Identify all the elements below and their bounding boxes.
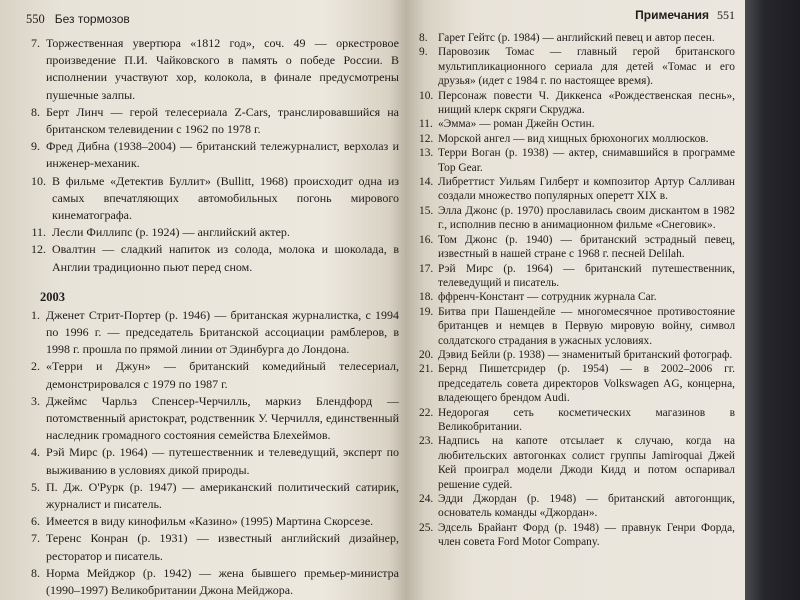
- note-number: 10.: [31, 173, 46, 188]
- note: [26, 565, 399, 599]
- note-text: Персонаж повести Ч. Диккенса «Рождественская песнь», нищий клерк скряги Скруджа.: [438, 89, 735, 117]
- book-cover-edge: [745, 0, 800, 600]
- note-text: Бернд Пишетсридер (р. 1954) — в 2002–2006 гг. председатель совета директоров Volkswagen AG, концерна, владеющего брендом Audi.: [438, 363, 735, 405]
- note-text: Дженет Стрит-Портер (р. 1946) — британская журналистка, с 1994 по 1996 г. — председатель Британской ассоциации рамблеров, в 1998 г. прошла по прямой линии от Эдинбурга до Лондона.: [46, 307, 399, 357]
- note-text: Рэй Мирс (р. 1964) — путешественник и телеведущий, эксперт по выживанию в условиях дикой природы.: [46, 445, 399, 477]
- note: [419, 406, 735, 435]
- note-text: Эдди Джордан (р. 1948) — британский автогонщик, основатель команды «Джордан».: [438, 493, 735, 520]
- note: [419, 362, 735, 405]
- note-text: П. Дж. О'Рурк (р. 1947) — американский политический сатирик, журналист и писатель.: [46, 479, 399, 512]
- note-number: 9.: [419, 46, 428, 59]
- note: [419, 204, 735, 233]
- page-number: 550: [26, 12, 45, 26]
- note-number: 12.: [419, 132, 434, 145]
- note: [419, 31, 735, 45]
- note: [419, 233, 735, 262]
- note-number: 7.: [31, 36, 40, 50]
- note: [26, 530, 399, 564]
- note-number: 24.: [419, 493, 434, 505]
- note-number: 7.: [31, 531, 40, 546]
- note: [419, 175, 735, 204]
- note: [26, 138, 399, 172]
- note-number: 16.: [419, 233, 434, 246]
- right-page: [405, 0, 745, 600]
- note-number: 2.: [31, 359, 40, 374]
- note-number: 19.: [419, 305, 434, 318]
- note: [419, 45, 735, 88]
- note-number: 22.: [419, 406, 434, 419]
- note-text: Битва при Пашендейле — многомесячное противостояние британцев и немцев в Первую мировую войну, символ солдатского страдания в ужасных условиях.: [438, 305, 735, 347]
- note-number: 6.: [31, 514, 40, 529]
- note-text: Том Джонс (р. 1940) — британский эстрадный певец, известный в нашей стране с 1968 г. песней Delilah.: [438, 233, 735, 261]
- note-number: 4.: [31, 445, 40, 460]
- note-text: Паровозик Томас — главный герой британского мультипликационного сериала для детей «Томас и его друзья» (идет с 1984 г. по настоящее время).: [438, 46, 735, 88]
- note-number: 13.: [419, 147, 434, 160]
- note-text: Элла Джонс (р. 1970) прославилась своим дискантом в 1982 г., исполнив песню в анимационном фильме «Снеговик».: [438, 204, 735, 232]
- note-text: Недорогая сеть косметических магазинов в Великобритании.: [438, 406, 735, 433]
- note: [419, 290, 735, 304]
- note-text: Имеется в виду кинофильм «Казино» (1995) Мартина Скорсезе.: [46, 514, 374, 529]
- running-title: Без тормозов: [54, 12, 130, 26]
- note-text: Овалтин — сладкий напиток из солода, молока и шоколада, в Англии традиционно пьют перед сном.: [52, 242, 399, 274]
- notes-list-2003: [26, 307, 399, 599]
- note-text: Терри Воган (р. 1938) — актер, снимавшийся в программе Top Gear.: [438, 147, 735, 174]
- note-text: Фред Дибна (1938–2004) — британский тележурналист, верхолаз и инженер-механик.: [46, 139, 399, 171]
- note-number: 17.: [419, 262, 434, 275]
- note-number: 1.: [31, 307, 40, 322]
- note-number: 8.: [31, 565, 40, 580]
- note-number: 5.: [31, 479, 40, 494]
- note: [419, 434, 735, 492]
- note-text: Рэй Мирс (р. 1964) — британский путешественник, телеведущий и писатель.: [438, 262, 735, 289]
- note: [26, 358, 399, 392]
- note-text: Либреттист Уильям Гилберт и композитор Артур Салливан создали множество популярных оперетт XIX в.: [438, 176, 735, 203]
- note: [419, 521, 735, 550]
- left-page-header: [26, 12, 399, 27]
- note-text: «Эмма» — роман Джейн Остин.: [438, 118, 595, 131]
- note-text: Дэвид Бейли (р. 1938) — знаменитый британский фотограф.: [438, 348, 733, 361]
- note-text: Торжественная увертюра «1812 год», соч. 49 — оркестровое произведение П.И. Чайковского в память о победе России. В исполнении участвуют хор, колокола, в финале предусмотрены пушечные залпы.: [46, 36, 399, 102]
- notes-list: [419, 31, 735, 550]
- note-text: Берт Линч — герой телесериала Z-Cars, транслировавшийся на британском телевидении с 1962 по 1978 г.: [46, 104, 399, 137]
- note-text: В фильме «Детектив Буллит» (Bullitt, 1968) происходит одна из самых впечатляющих автомобильных погонь мирового кинематографа.: [52, 173, 399, 223]
- note-number: 9.: [31, 139, 40, 154]
- running-title: Примечания: [635, 8, 709, 22]
- note-text: ффренч-Констант — сотрудник журнала Car.: [438, 291, 657, 304]
- note: [26, 173, 399, 225]
- note-number: 10.: [419, 89, 434, 102]
- note-number: 20.: [419, 348, 434, 361]
- note-text: Джеймс Чарльз Спенсер-Черчилль, маркиз Блендфорд — потомственный аристократ, родственник У. Черчилля, единственный наследник громадного состояния семейства Блехеймов.: [46, 393, 399, 443]
- note: [26, 444, 399, 478]
- page-number: 551: [717, 8, 735, 22]
- note-number: 3.: [31, 393, 40, 408]
- note-text: Лесли Филлипс (р. 1924) — английский актер.: [52, 225, 290, 240]
- note: [419, 348, 735, 362]
- note-number: 8.: [31, 104, 40, 119]
- note-text: Эдсель Брайант Форд (р. 1948) — правнук Генри Форда, член совета Ford Motor Company.: [438, 521, 735, 549]
- note-number: 14.: [419, 176, 434, 189]
- right-page-header: [419, 8, 735, 23]
- note-text: Теренс Конран (р. 1931) — известный английский дизайнер, ресторатор и писатель.: [46, 531, 399, 563]
- note-text: Норма Мейджор (р. 1942) — жена бывшего премьер-министра (1990–1997) Великобритании Джона Мейджора.: [46, 565, 399, 598]
- note-number: 25.: [419, 521, 434, 534]
- note-number: 12.: [31, 242, 46, 257]
- note: [419, 492, 735, 521]
- notes-list-top: [26, 35, 399, 276]
- note: [419, 305, 735, 348]
- note-text: «Терри и Джун» — британский комедийный телесериал, демонстрировался с 1979 по 1987 г.: [46, 359, 399, 391]
- note: [26, 479, 399, 513]
- note: [26, 104, 399, 138]
- note: [419, 89, 735, 118]
- note-number: 11.: [31, 225, 46, 240]
- note: [26, 307, 399, 359]
- note-number: 18.: [419, 291, 434, 304]
- note-number: 21.: [419, 363, 434, 376]
- note: [26, 393, 399, 445]
- note-text: Надпись на капоте отсылает к случаю, когда на любительских автогонках солист группы Jamiroquai Джей Кей проиграл модели Джоди Кидд и потом оспаривал решение судей.: [438, 435, 735, 491]
- section-title: 2003: [40, 289, 65, 304]
- note-text: Гарет Гейтс (р. 1984) — английский певец и автор песен.: [438, 32, 715, 44]
- note: [26, 224, 399, 241]
- note: [26, 513, 399, 530]
- note-number: 8.: [419, 32, 428, 44]
- note-number: 15.: [419, 204, 434, 217]
- note: [26, 241, 399, 275]
- note: [419, 117, 735, 131]
- note-text: Морской ангел — вид хищных брюхоногих моллюсков.: [438, 132, 709, 145]
- note: [419, 262, 735, 291]
- note: [26, 35, 399, 104]
- note-number: 11.: [419, 118, 433, 131]
- note: [419, 146, 735, 175]
- note-number: 23.: [419, 435, 434, 448]
- note: [419, 132, 735, 146]
